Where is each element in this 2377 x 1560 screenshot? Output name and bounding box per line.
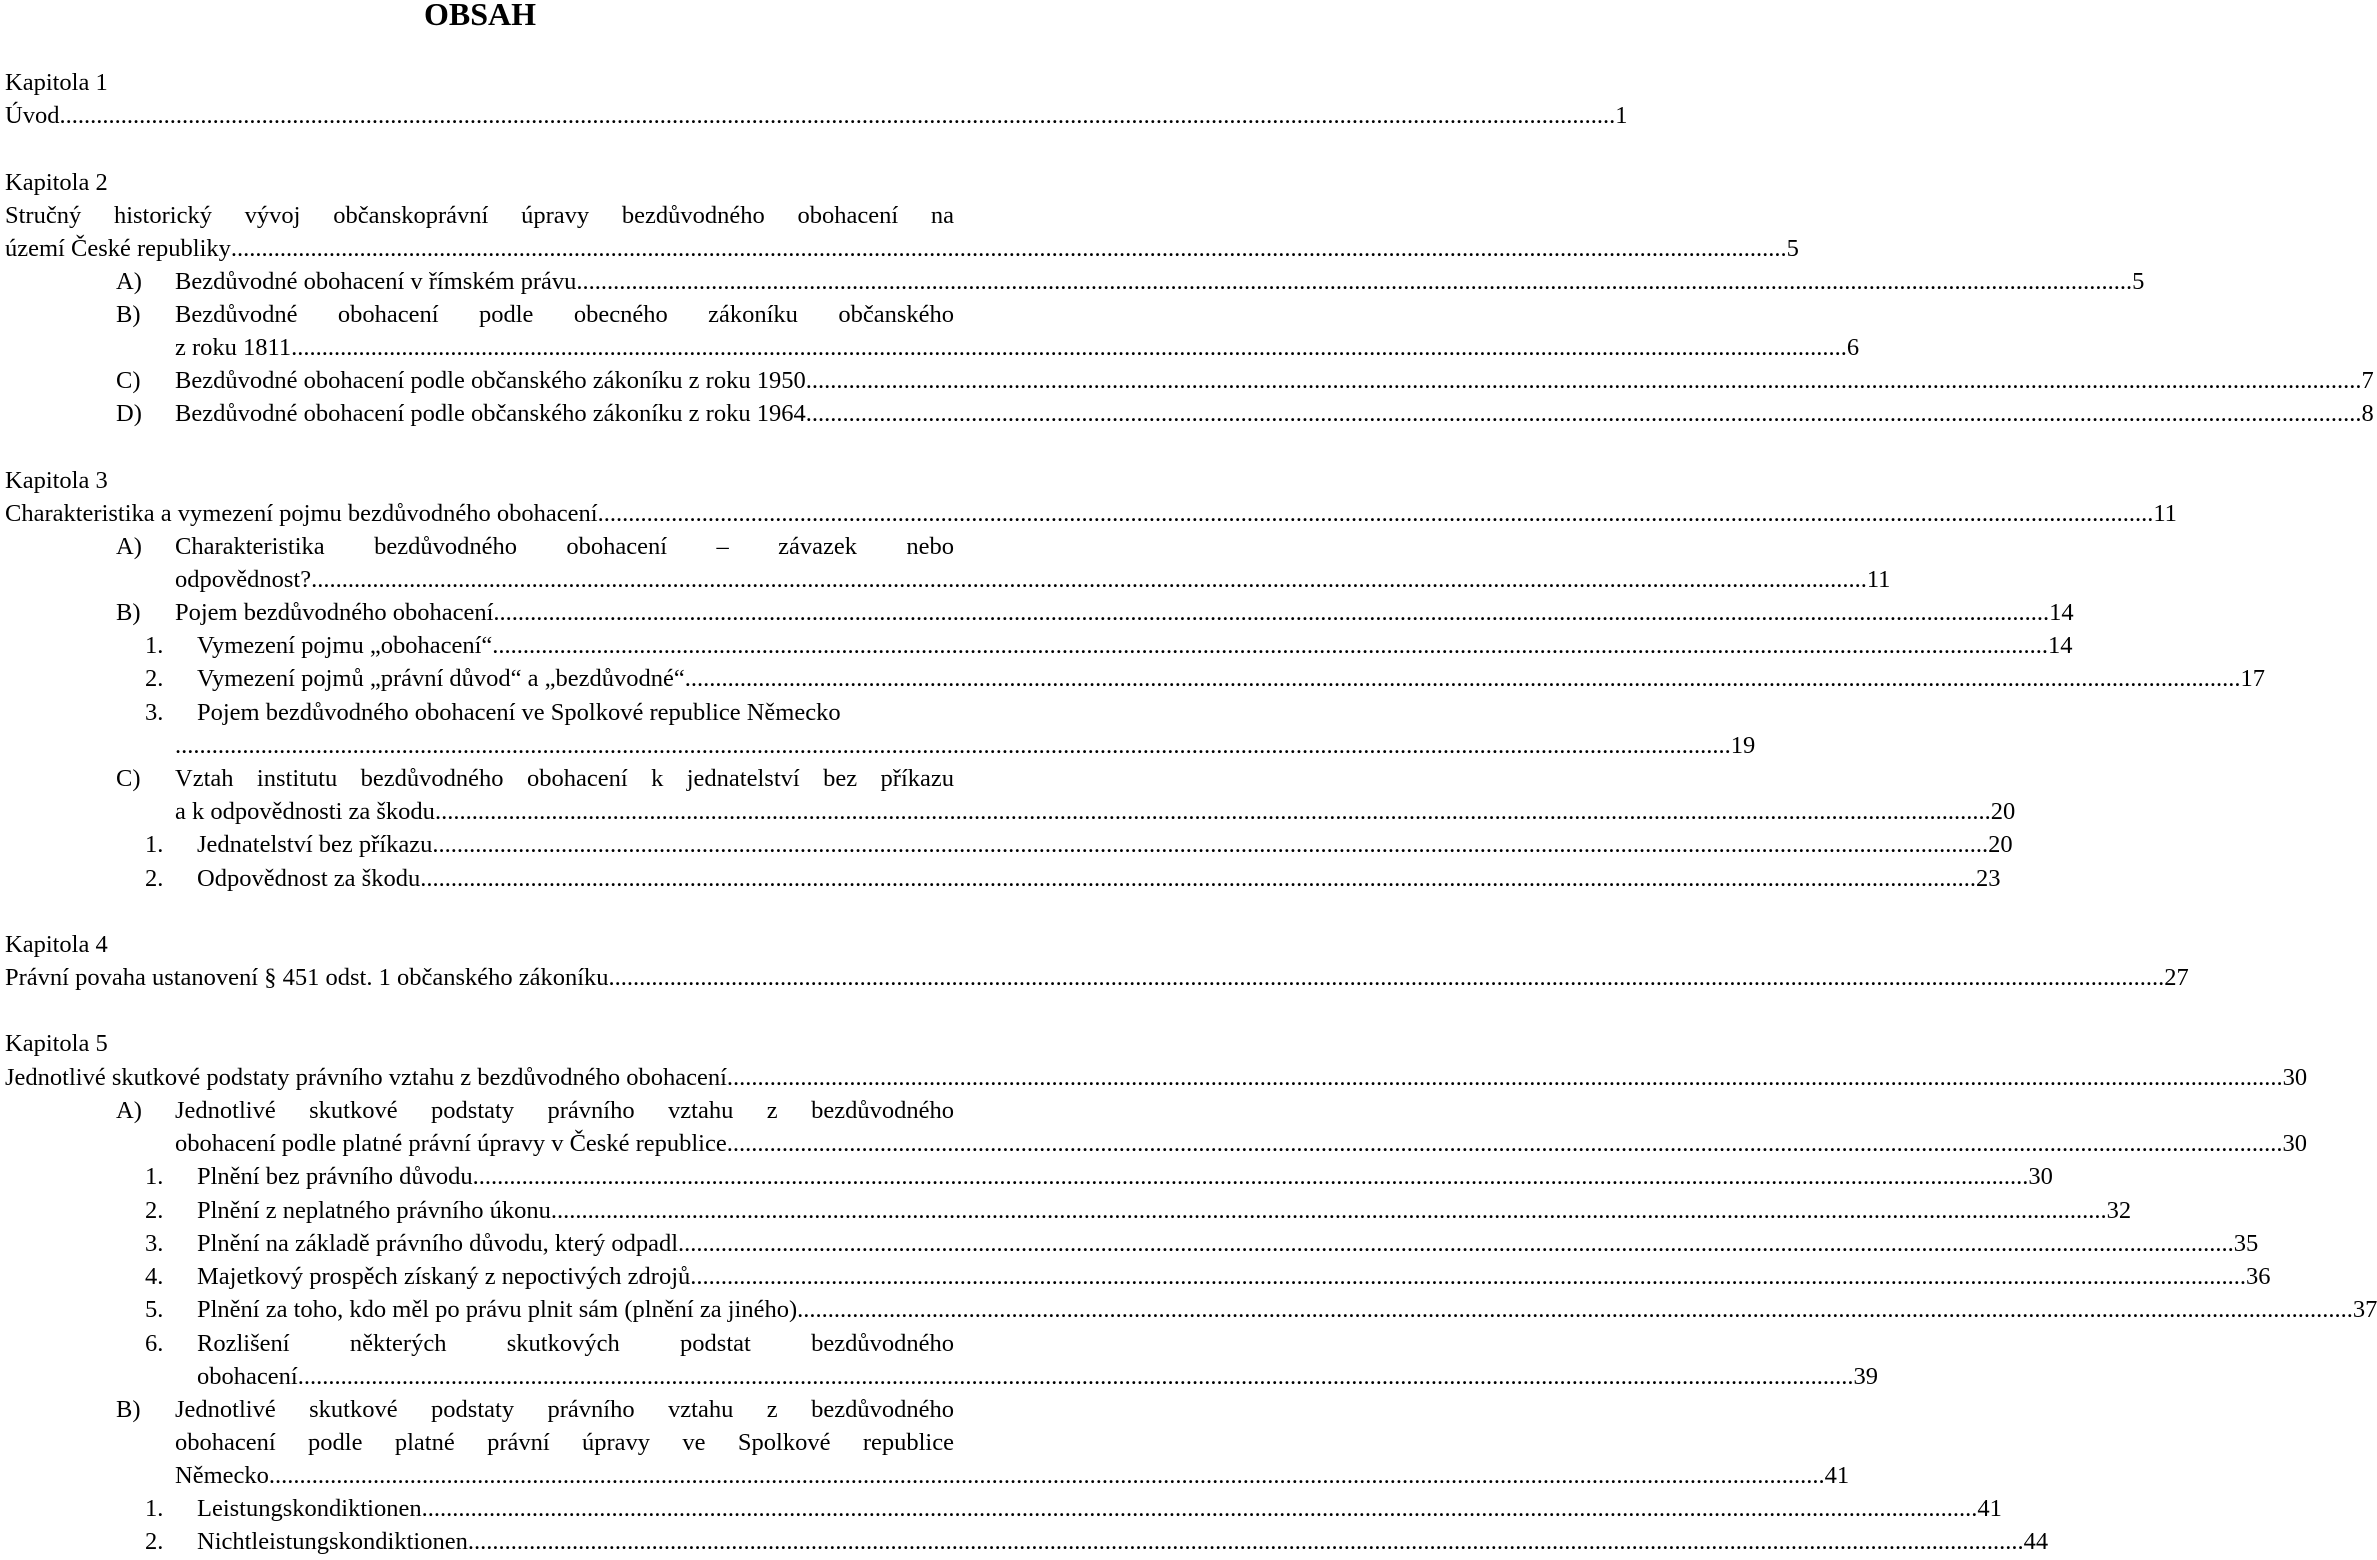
toc-entry-nepoctive-zdroje[interactable]: Majetkový prospěch získaný z nepoctivých zdrojů ..... 36	[197, 1260, 954, 1293]
page-number: 5	[1786, 235, 1799, 262]
toc-entry-nichtleistungskondiktionen[interactable]: Nichtleistungskondiktionen ..... 44	[197, 1525, 954, 1558]
section-label: C)	[116, 367, 141, 394]
toc-entry-rozliseni[interactable]: obohacení ..... 39	[197, 1360, 954, 1393]
page-number: 41	[1824, 1462, 1850, 1489]
toc-entry-vztah-line1[interactable]: Vztah institutu bezdůvodného obohacení k jednatelství bez příkazu	[175, 765, 954, 792]
page-number: 37	[2352, 1296, 2377, 1323]
toc-entry-rimske-pravo[interactable]: Bezdůvodné obohacení v římském právu ..... 5	[175, 265, 954, 298]
toc-entry-vztah[interactable]: a k odpovědnosti za škodu ..... 20	[175, 795, 954, 828]
toc-entry-pravni-povaha[interactable]: Právní povaha ustanovení § 451 odst. 1 občanského zákoníku ..... 27	[5, 961, 954, 994]
section-label: B)	[116, 301, 141, 328]
section-label: C)	[116, 765, 141, 792]
toc-entry-odpovednost[interactable]: Odpovědnost za škodu ..... 23	[197, 862, 954, 895]
item-number: 2.	[145, 1528, 164, 1555]
toc-entry-pojem[interactable]: Pojem bezdůvodného obohacení ..... 14	[175, 596, 954, 629]
section-label: D)	[116, 400, 142, 427]
item-number: 2.	[145, 1197, 164, 1224]
section-label: A)	[116, 1097, 142, 1124]
item-number: 3.	[145, 1230, 164, 1257]
page-number: 39	[1853, 1363, 1878, 1390]
item-number: 1.	[145, 632, 164, 659]
item-number: 1.	[145, 1163, 164, 1190]
toc-entry-srn-line1[interactable]: Jednotlivé skutkové podstaty právního vztahu z bezdůvodného	[175, 1396, 954, 1423]
toc-entry-jednatelstvi[interactable]: Jednatelství bez příkazu ..... 20	[197, 828, 954, 861]
page-number: 30	[2282, 1130, 2307, 1157]
toc-entry-pravni-duvod[interactable]: Vymezení pojmů „právní důvod“ a „bezdůvodné“ ..... 17	[197, 662, 954, 695]
page-number: 11	[1866, 566, 1891, 593]
page-number: 14	[2048, 632, 2073, 659]
toc-entry-srn[interactable]: Německo ..... 41	[175, 1459, 954, 1492]
toc-entry-zakonik-1950[interactable]: Bezdůvodné obohacení podle občanského zákoníku z roku 1950 ..... 7	[175, 364, 954, 397]
toc-entry-nemecko-line1[interactable]: Pojem bezdůvodného obohacení ve Spolkové republice Německo	[197, 699, 841, 726]
toc-entry-plneni-za-jineho[interactable]: Plnění za toho, kdo měl po právu plnit sám (plnění za jiného) ..... 37	[197, 1293, 954, 1326]
item-number: 3.	[145, 699, 164, 726]
section-label: A)	[116, 533, 142, 560]
page-title: OBSAH	[423, 0, 537, 32]
item-number: 4.	[145, 1263, 164, 1290]
item-number: 1.	[145, 1495, 164, 1522]
toc-entry-cr[interactable]: obohacení podle platné právní úpravy v České republice ..... 30	[175, 1127, 954, 1160]
page-number: 27	[2164, 964, 2189, 991]
page-number: 14	[2049, 599, 2074, 626]
item-number: 2.	[145, 865, 164, 892]
toc-entry-plneni-bez-duvodu[interactable]: Plnění bez právního důvodu ..... 30	[197, 1160, 954, 1193]
chapter-3-heading: Kapitola 3	[5, 467, 108, 494]
page-number: 7	[2361, 367, 2374, 394]
page-number: 36	[2246, 1263, 2271, 1290]
toc-entry-nemecko[interactable]	[175, 729, 1756, 762]
chapter-1-heading: Kapitola 1	[5, 69, 108, 96]
toc-entry-leistungskondiktionen[interactable]: Leistungskondiktionen ..... 41	[197, 1492, 954, 1525]
toc-entry-obecny-zakonik[interactable]: z roku 1811 ..... 6	[175, 331, 954, 364]
toc-entry-neplatny-ukon[interactable]: Plnění z neplatného právního úkonu ..... 32	[197, 1194, 954, 1227]
toc-entry-rozliseni-line1[interactable]: Rozlišení některých skutkových podstat bezdůvodného	[197, 1330, 954, 1357]
page-number: 44	[2023, 1528, 2049, 1555]
toc-entry-cr-line1[interactable]: Jednotlivé skutkové podstaty právního vztahu z bezdůvodného	[175, 1097, 954, 1124]
page-number: 20	[1990, 798, 2016, 825]
toc-entry-skutkove-podstaty[interactable]: Jednotlivé skutkové podstaty právního vztahu z bezdůvodného obohacení ..... 30	[5, 1061, 954, 1094]
toc-entry-srn-line2[interactable]: obohacení podle platné právní úpravy ve Spolkové republice	[175, 1429, 954, 1456]
page-number: 1	[1615, 102, 1628, 129]
page-number: 11	[2153, 500, 2177, 527]
page-number: 35	[2233, 1230, 2259, 1257]
chapter-4-heading: Kapitola 4	[5, 931, 108, 958]
page-number: 19	[1730, 732, 1756, 759]
section-label: B)	[116, 599, 141, 626]
section-label: A)	[116, 268, 142, 295]
item-number: 1.	[145, 831, 164, 858]
chapter-2-heading: Kapitola 2	[5, 169, 108, 196]
page-number: 5	[2132, 268, 2145, 295]
page-number: 32	[2106, 1197, 2132, 1224]
page-number: 30	[2028, 1163, 2053, 1190]
toc-entry-zavazek-line1[interactable]: Charakteristika bezdůvodného obohacení – závazek nebo	[175, 533, 954, 560]
toc-entry-historicky-vyvoj-line1[interactable]: Stručný historický vývoj občanskoprávní úpravy bezdůvodného obohacení na	[5, 202, 954, 229]
chapter-5-heading: Kapitola 5	[5, 1030, 108, 1057]
toc-entry-historicky-vyvoj[interactable]: území České republiky ..... 5	[5, 232, 954, 265]
page-number: 23	[1975, 865, 2001, 892]
toc-entry-duvod-odpadl[interactable]: Plnění na základě právního důvodu, který odpadl ..... 35	[197, 1227, 954, 1260]
item-number: 2.	[145, 665, 164, 692]
page-number: 30	[2282, 1064, 2308, 1091]
toc-entry-uvod[interactable]: Úvod ..... 1	[5, 99, 954, 132]
page-number: 20	[1988, 831, 2013, 858]
section-label: B)	[116, 1396, 141, 1423]
item-number: 5.	[145, 1296, 164, 1323]
toc-entry-vymezeni-obohaceni[interactable]: Vymezení pojmu „obohacení“ ..... 14	[197, 629, 954, 662]
page-number: 41	[1977, 1495, 2002, 1522]
item-number: 6.	[145, 1330, 164, 1357]
toc-entry-zavazek[interactable]: odpovědnost? ..... 11	[175, 563, 954, 596]
toc-entry-obecny-zakonik-line1[interactable]: Bezdůvodné obohacení podle obecného zákoníku občanského	[175, 301, 954, 328]
page-number: 8	[2361, 400, 2374, 427]
toc-entry-charakteristika-vymezeni[interactable]: Charakteristika a vymezení pojmu bezdůvodného obohacení ..... 11	[5, 497, 954, 530]
page-number: 6	[1846, 334, 1860, 361]
page-number: 17	[2240, 665, 2266, 692]
toc-entry-zakonik-1964[interactable]: Bezdůvodné obohacení podle občanského zákoníku z roku 1964 ..... 8	[175, 397, 954, 430]
